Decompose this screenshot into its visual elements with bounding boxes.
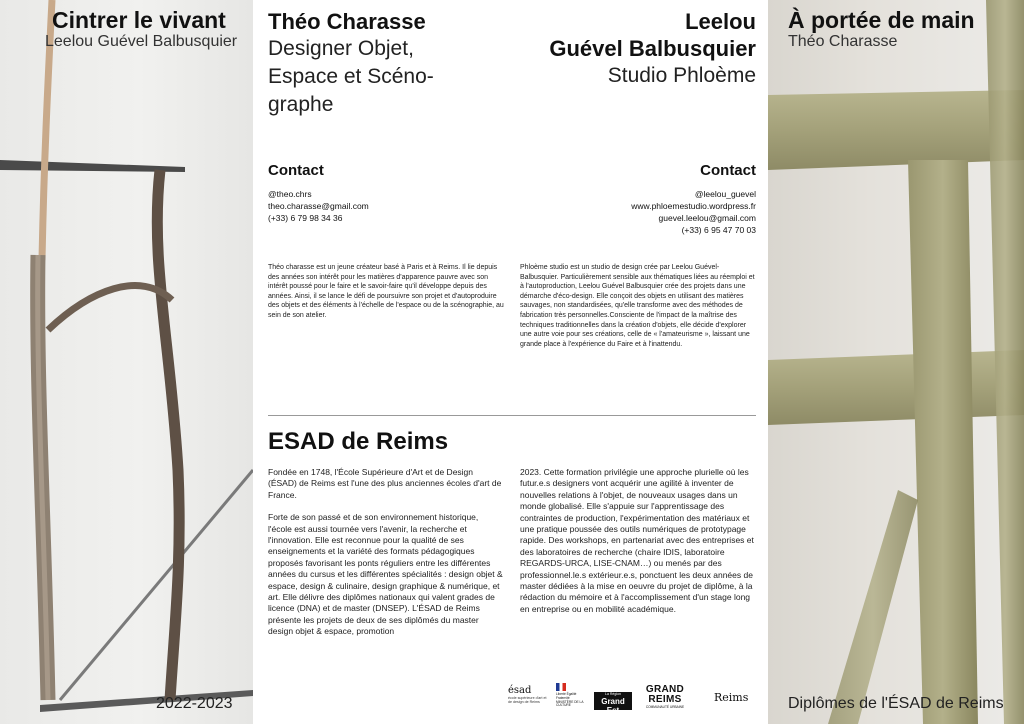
leelou-contact-heading: Contact (700, 162, 756, 179)
theo-role-line-3: graphe (268, 93, 334, 116)
ministere-logo-caption: Liberté Égalité Fraternité MINISTÈRE DE LA CULTURE (556, 692, 584, 708)
partner-logos (508, 683, 758, 717)
right-panel-title: À portée de main (788, 7, 975, 33)
region-grand-est-logo (594, 692, 632, 715)
right-panel-subtitle: Théo Charasse (788, 33, 898, 50)
grand-reims-wordmark: GRAND REIMS (645, 684, 685, 705)
left-photo-panel (0, 0, 253, 724)
leelou-phone[interactable]: (+33) 6 95 47 70 03 (681, 225, 756, 235)
region-logo-caption: La Région (605, 692, 621, 696)
region-logo-wordmark: Grand Est (601, 697, 625, 715)
theo-instagram[interactable]: @theo.chrs (268, 189, 312, 199)
leelou-website[interactable]: www.phloemestudio.wordpress.fr (631, 201, 756, 211)
leelou-name-line-1: Leelou (685, 9, 756, 34)
right-photo-panel (768, 0, 1024, 724)
theo-role-line-1: Designer Objet, (268, 37, 414, 60)
esad-logo-caption: école supérieure d'art et de design de Reims (508, 696, 547, 704)
bent-branch-stool-photo (0, 0, 253, 724)
right-panel-footer: Diplômes de l'ÉSAD de Reims (788, 695, 1004, 712)
theo-contact-heading: Contact (268, 162, 324, 179)
esad-paragraph: 2023. Cette formation privilégie une approche plurielle où les futur.e.s designers vont acquérir une agilité à inventer de nouvelles relations à l'objet, de nouveaux usages dans un monde globalisé. Elle s'appuie sur l'apprentissage des contraintes de production, l'expérimentation des matériaux et une pratique poussée des outils numériques de prototypage rapide. Des workshops, en partenariat avec des entreprises et des laboratoires de recherche (chaire IDIS, laboratoire REGARDS-URCA, LISE-CNAM…) ou menés par des professionnel.le.s extérieur.e.s, ponctuent les deux années de master dédiées à la mise en oeuvre du projet de diplôme, à la rédaction du mémoire et à l'accomplissement d'un stage long en entreprise ou en mobilité académique. (520, 467, 754, 614)
left-panel-subtitle: Leelou Guével Balbusquier (45, 33, 238, 50)
esad-title: ESAD de Reims (268, 428, 449, 455)
esad-logo-wordmark: ésad (508, 685, 532, 696)
theo-role-line-2: Espace et Scéno- (268, 65, 434, 88)
esad-text-column-1 (268, 467, 504, 649)
cork-tube-structure-photo (768, 0, 1024, 724)
theo-name: Théo Charasse (268, 9, 426, 34)
esad-text-column-2 (520, 467, 756, 626)
leelou-email[interactable]: guevel.leelou@gmail.com (658, 213, 756, 223)
esad-paragraph: Forte de son passé et de son environnement historique, l'école est aussi tournée vers l'avenir, la recherche et l'innovation. Elle est reconnue pour la qualité de ses enseignements et la variété des formats pédagogiques proposés favorisant les ponts réguliers entre les différentes années du cursus et les différentes spécialités : design objet & espace, design & culinaire, design graphique & numérique, et art. Elle délivre des diplômes nationaux qui valent grades de licence (DNA) et de master (DNSEP). L'ÉSAD de Reims présente les projets de deux de ses diplômés du master design objet & espace, promotion (268, 512, 503, 637)
esad-paragraph: Fondée en 1748, l'École Supérieure d'Art et de Design (ÉSAD) de Reims est l'une des plus anciennes écoles d'art de France. (268, 467, 502, 500)
theo-header (268, 8, 498, 119)
left-panel-title: Cintrer le vivant (52, 7, 226, 33)
theo-email[interactable]: theo.charasse@gmail.com (268, 201, 369, 211)
theo-bio: Théo charasse est un jeune créateur basé à Paris et à Reims. Il lie depuis des années son intérêt pour les matières d'apparence pauvre avec son intérêt poussé pour le faire et le savoir-faire qu'il développe depuis des années. Ainsi, il se lance le défi de poursuivre son projet et d'autoproduire des objets et des éléments à l'échelle de l'espace ou de la scénographie, au sein de son atelier. (268, 264, 504, 319)
grand-reims-caption: COMMUNAUTÉ URBAINE (645, 705, 685, 709)
ministere-culture-logo (556, 683, 586, 708)
leelou-name-line-2: Guével Balbusquier (549, 36, 756, 61)
left-panel-year: 2022-2023 (156, 695, 233, 712)
leelou-role: Studio Phloème (607, 64, 756, 87)
theo-contact-block (268, 162, 498, 224)
leelou-instagram[interactable]: @leelou_guevel (694, 189, 756, 199)
leelou-bio: Phloème studio est un studio de design crée par Leelou Guével-Balbusquier. Particulièrement sensible aux thématiques liées au réemploi et à l'autoproduction, Leelou Guével Balbusquier crée des projets dans une démarche d'éco-design. Elle conçoit des objets en utilisant des matières sauvages, non standardisées, qu'elle transforme avec des méthodes de fabrication très personnelles.Consciente de l'impact de la maîtrise des techniques traditionnelles dans la création d'objets, elle décide d'explorer une autre voie pour ses créations, celle de « l'amateurisme », laissant une grande place à l'expérience du Faire et à l'inattendu. (520, 264, 755, 348)
reims-city-logo: Reims (714, 691, 749, 704)
esad-logo (508, 685, 548, 704)
section-divider (268, 415, 756, 416)
leelou-contact-block (516, 162, 756, 236)
flag-icon (556, 683, 566, 691)
theo-phone[interactable]: (+33) 6 79 98 34 36 (268, 213, 343, 223)
grand-reims-logo (642, 685, 688, 709)
leelou-header (516, 8, 756, 90)
